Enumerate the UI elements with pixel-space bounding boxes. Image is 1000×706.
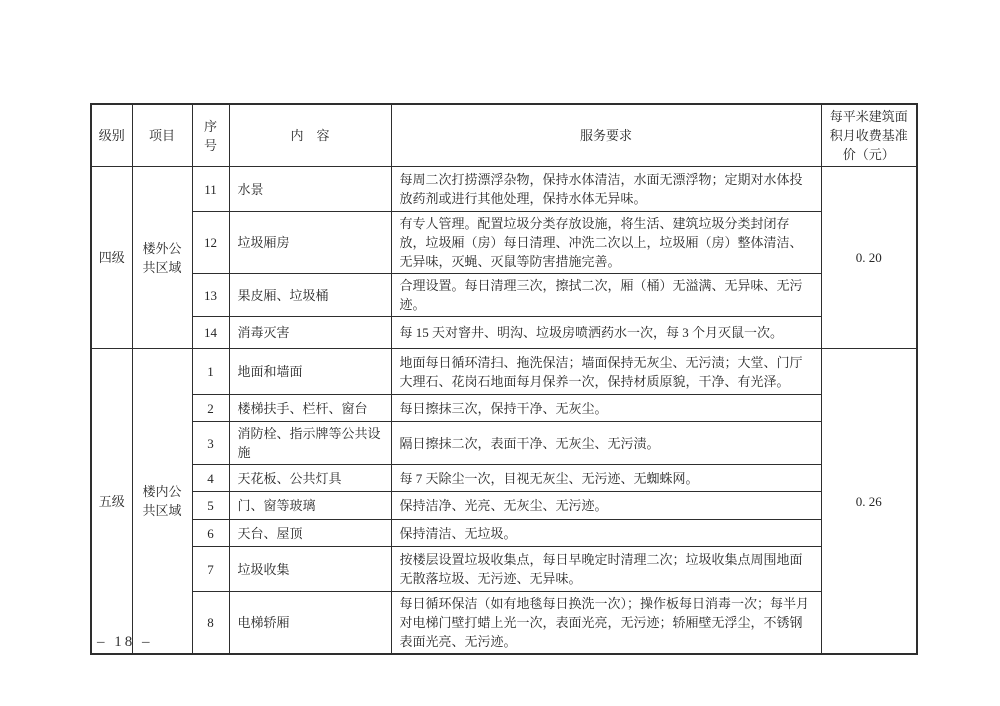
service-cell: 保持清洁、无垃圾。 bbox=[391, 520, 821, 547]
table-row bbox=[91, 395, 917, 422]
seq-cell: 13 bbox=[192, 274, 229, 317]
content-cell: 消毒灭害 bbox=[229, 317, 391, 349]
seq-cell: 4 bbox=[192, 465, 229, 492]
level-cell: 五级 bbox=[91, 349, 132, 655]
service-cell: 每日擦抹三次，保持干净、无灰尘。 bbox=[391, 395, 821, 422]
content-cell: 水景 bbox=[229, 167, 391, 212]
service-cell: 地面每日循环清扫、拖洗保洁；墙面保持无灰尘、无污渍；大堂、门厅大理石、花岗石地面每月保养一次，保持材质原貌，干净、有光泽。 bbox=[391, 349, 821, 395]
content-cell: 垃圾厢房 bbox=[229, 212, 391, 274]
header-project: 项目 bbox=[132, 104, 192, 167]
seq-cell: 14 bbox=[192, 317, 229, 349]
fee-cell: 0. 26 bbox=[821, 349, 917, 655]
table-row bbox=[91, 592, 917, 655]
header-seq bbox=[192, 104, 229, 167]
content-cell: 果皮厢、垃圾桶 bbox=[229, 274, 391, 317]
service-cell: 每 7 天除尘一次，目视无灰尘、无污迹、无蜘蛛网。 bbox=[391, 465, 821, 492]
page-number: – 18 – bbox=[97, 634, 153, 650]
seq-cell: 12 bbox=[192, 212, 229, 274]
header-level: 级别 bbox=[91, 104, 132, 167]
seq-cell: 5 bbox=[192, 492, 229, 520]
header-content: 内 容 bbox=[229, 104, 391, 167]
content-cell: 门、窗等玻璃 bbox=[229, 492, 391, 520]
service-cell: 按楼层设置垃圾收集点，每日早晚定时清理二次；垃圾收集点周围地面无散落垃圾、无污迹、无异味。 bbox=[391, 547, 821, 592]
fee-cell: 0. 20 bbox=[821, 167, 917, 349]
table-header-row bbox=[91, 104, 917, 167]
table-row bbox=[91, 547, 917, 592]
header-service: 服务要求 bbox=[391, 104, 821, 167]
service-cell: 有专人管理。配置垃圾分类存放设施，将生活、建筑垃圾分类封闭存放，垃圾厢（房）每日清理、冲洗二次以上，垃圾厢（房）整体清洁、无异味，灭蝇、灭鼠等防害措施完善。 bbox=[391, 212, 821, 274]
seq-cell: 2 bbox=[192, 395, 229, 422]
seq-cell: 7 bbox=[192, 547, 229, 592]
table-row bbox=[91, 492, 917, 520]
project-label: 楼内公共区域 bbox=[142, 484, 182, 518]
seq-cell: 6 bbox=[192, 520, 229, 547]
seq-cell: 8 bbox=[192, 592, 229, 655]
table-row bbox=[91, 212, 917, 274]
table-row bbox=[91, 422, 917, 465]
service-cell: 隔日擦抹二次，表面干净、无灰尘、无污渍。 bbox=[391, 422, 821, 465]
level-cell: 四级 bbox=[91, 167, 132, 349]
header-seq-label: 序号 bbox=[204, 118, 218, 153]
project-label: 楼外公共区域 bbox=[142, 240, 182, 275]
header-fee: 每平米建筑面积月收费基准价（元） bbox=[821, 104, 917, 167]
content-cell: 楼梯扶手、栏杆、窗台 bbox=[229, 395, 391, 422]
table-row bbox=[91, 520, 917, 547]
service-cell: 合理设置。每日清理三次，擦拭二次，厢（桶）无溢满、无异味、无污迹。 bbox=[391, 274, 821, 317]
seq-cell: 1 bbox=[192, 349, 229, 395]
seq-cell: 11 bbox=[192, 167, 229, 212]
service-cell: 每日循环保洁（如有地毯每日换洗一次）；操作板每日消毒一次；每半月对电梯门壁打蜡上光一次，表面光亮，无污迹；轿厢壁无浮尘，不锈钢表面光亮、无污迹。 bbox=[391, 592, 821, 655]
service-cell: 每周二次打捞漂浮杂物，保持水体清洁，水面无漂浮物；定期对水体投放药剂或进行其他处理，保持水体无异味。 bbox=[391, 167, 821, 212]
content-cell: 地面和墙面 bbox=[229, 349, 391, 395]
service-fee-table bbox=[90, 103, 918, 655]
table-row bbox=[91, 274, 917, 317]
service-cell: 每 15 天对窨井、明沟、垃圾房喷洒药水一次，每 3 个月灭鼠一次。 bbox=[391, 317, 821, 349]
seq-cell: 3 bbox=[192, 422, 229, 465]
content-cell: 天台、屋顶 bbox=[229, 520, 391, 547]
table-row bbox=[91, 167, 917, 212]
service-cell: 保持洁净、光亮、无灰尘、无污迹。 bbox=[391, 492, 821, 520]
content-cell: 电梯轿厢 bbox=[229, 592, 391, 655]
table-row bbox=[91, 465, 917, 492]
project-cell bbox=[132, 349, 192, 655]
project-cell bbox=[132, 167, 192, 349]
table-row bbox=[91, 349, 917, 395]
table-row bbox=[91, 317, 917, 349]
content-cell: 天花板、公共灯具 bbox=[229, 465, 391, 492]
content-cell: 垃圾收集 bbox=[229, 547, 391, 592]
content-cell: 消防栓、指示牌等公共设施 bbox=[229, 422, 391, 465]
